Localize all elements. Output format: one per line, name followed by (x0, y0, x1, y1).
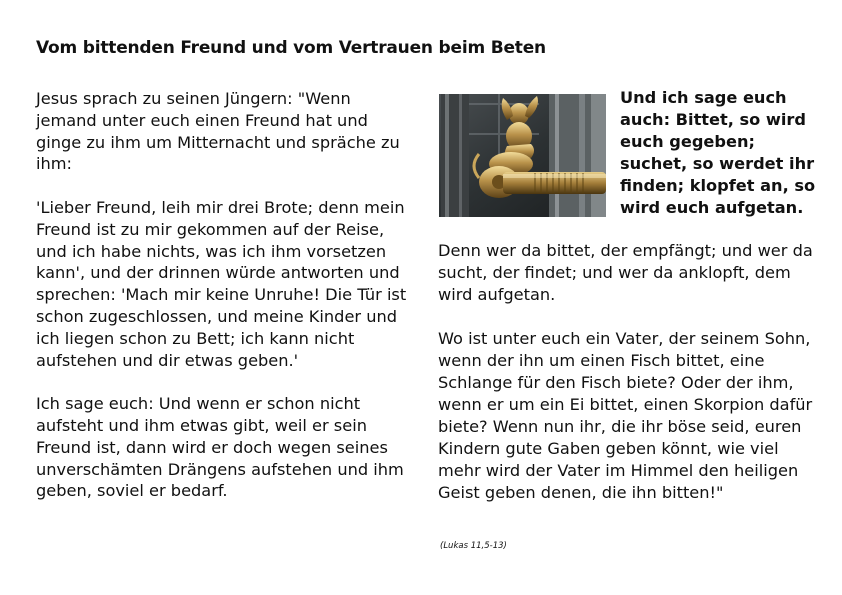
paragraph: Wo ist unter euch ein Vater, der seinem Sohn, wenn der ihn um einen Fisch bittet, eine Schlange für den Fisch biete? Oder der ihm, wenn er um ein Ei bittet, einen Skorpion dafür biete? Wenn nun ihr, die ihr böse seid, euren Kindern gute Gaben geben könnt, wie viel mehr wird der Vater im Himmel den heiligen Geist geben denen, die ihn bitten!" (438, 329, 813, 502)
paragraph: Jesus sprach zu seinen Jüngern: "Wenn jemand unter euch einen Freund hat und ginge zu ihm um Mitternacht und spräche zu ihm: (36, 89, 400, 174)
paragraph: 'Lieber Freund, leih mir drei Brote; denn mein Freund ist zu mir gekommen auf der Reise, und ich habe nichts, was ich ihm vorsetzen kann', und der drinnen würde antworten und sprechen: 'Mach mir keine Unruhe! Die Tür ist schon zugeschlossen, und meine Kinder und ich liegen schon zu Bett; ich kann nicht aufstehen und dir etwas geben.' (36, 197, 407, 370)
page-title: Vom bittenden Freund und vom Vertrauen beim Beten (36, 38, 546, 58)
right-column (438, 240, 818, 526)
paragraph: Ich sage euch: Und wenn er schon nicht aufsteht und ihm etwas gibt, weil er sein Freund ist, dann wird er doch wegen seines unverschämten Drängens aufstehen und ihm geben, soviel er bedarf. (36, 394, 404, 501)
bible-citation: (Lukas 11,5-13) (440, 541, 507, 551)
paragraph: Denn wer da bittet, der empfängt; und wer da sucht, der findet; und wer da anklopft, dem wird aufgetan. (438, 241, 813, 304)
highlight-quote: Und ich sage euch auch: Bittet, so wird euch gegeben; suchet, so werdet ihr finden; klopfet an, so wird euch aufgetan. (620, 88, 816, 217)
door-handle-photo (439, 94, 606, 217)
left-column (36, 88, 416, 524)
